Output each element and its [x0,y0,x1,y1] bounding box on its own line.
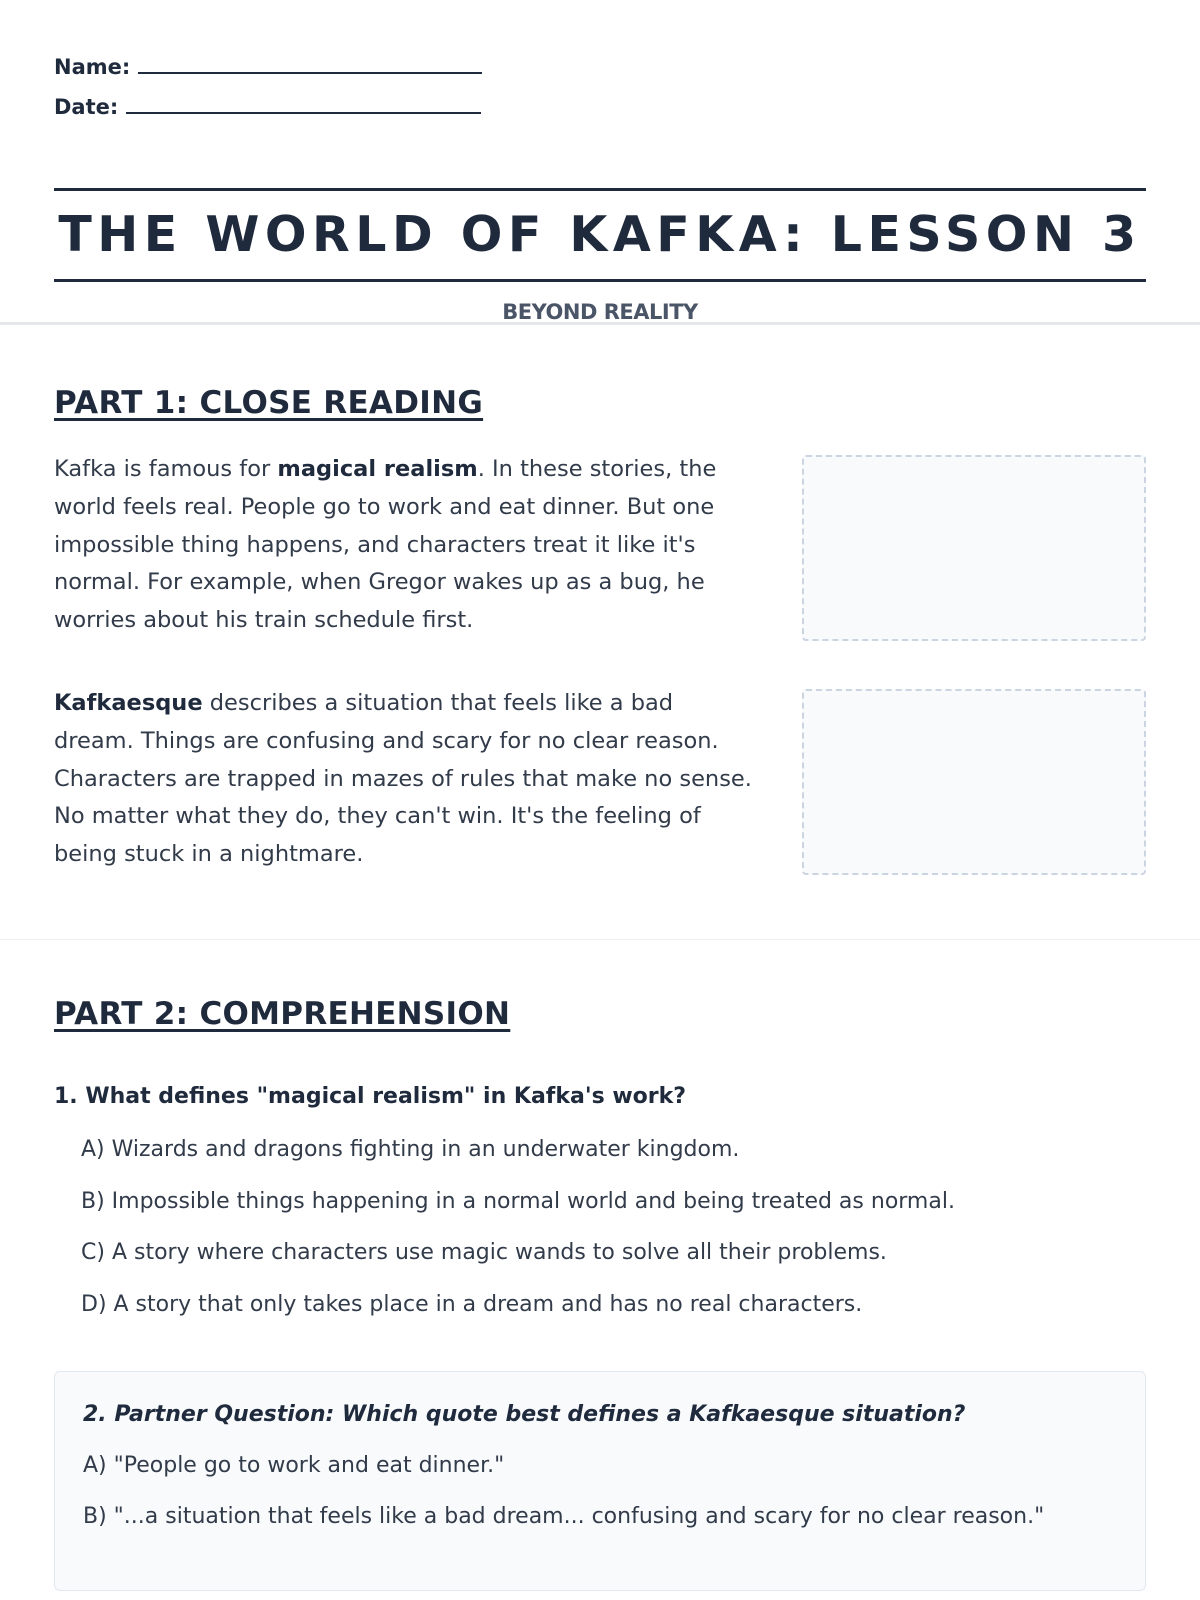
reading-block [54,689,1146,875]
reading-paragraph [54,685,754,874]
answer-option[interactable]: A) "People go to work and eat dinner." [83,1453,505,1478]
key-term: Kafkaesque [54,690,203,716]
paragraph-text: . In these stories, the world feels real. People go to work and eat dinner. But one impossible thing happens, and characters treat it like it's normal. For example, when Gregor wakes up as a bug, he worries about his train schedule first. [54,456,717,634]
part2-section [0,940,1200,1591]
reading-block [54,455,1146,641]
date-blank-line[interactable] [126,92,481,114]
answer-option[interactable]: D) A story that only takes place in a dream and has no real characters. [81,1291,863,1317]
question-2-options [83,1453,1117,1555]
name-label: Name: [54,55,131,79]
part1-section [0,325,1200,939]
answer-option[interactable]: B) Impossible things happening in a normal world and being treated as normal. [81,1188,955,1214]
worksheet-header [0,0,1200,322]
answer-option[interactable]: A) Wizards and dragons fighting in an underwater kingdom. [81,1137,740,1162]
paragraph-text: describes a situation that feels like a bad dream. Things are confusing and scary for no clear reason. Characters are trapped in mazes of rules that make no sense. No matter what they do, they can't win. It's the feeling of being stuck in a nightmare. [54,690,752,868]
question-1-options [54,1137,1146,1343]
image-placeholder-box [802,689,1146,875]
date-label: Date: [54,95,119,119]
reading-paragraph [54,451,754,640]
image-placeholder-box [802,455,1146,641]
part1-heading: PART 1: CLOSE READING [54,385,484,421]
name-blank-line[interactable] [138,52,482,74]
page-title: THE WORLD OF KAFKA: LESSON 3 [58,206,1142,263]
part2-heading: PART 2: COMPREHENSION [54,996,511,1032]
page-subtitle: BEYOND REALITY [502,300,698,324]
answer-option[interactable]: B) "...a situation that feels like a bad dream... confusing and scary for no clear reason." [83,1504,1045,1529]
answer-option[interactable]: C) A story where characters use magic wands to solve all their problems. [81,1240,887,1265]
name-field-row [54,52,1146,92]
key-term: magical realism [277,456,478,482]
paragraph-text: Kafka is famous for [54,456,278,482]
partner-question-box [54,1371,1146,1591]
date-field-row [54,92,1146,132]
title-rule-bottom [54,279,1146,282]
question-1: 1. What defines "magical realism" in Kafka's work? [54,1084,687,1109]
question-2: 2. Partner Question: Which quote best defines a Kafkaesque situation? [83,1402,966,1427]
